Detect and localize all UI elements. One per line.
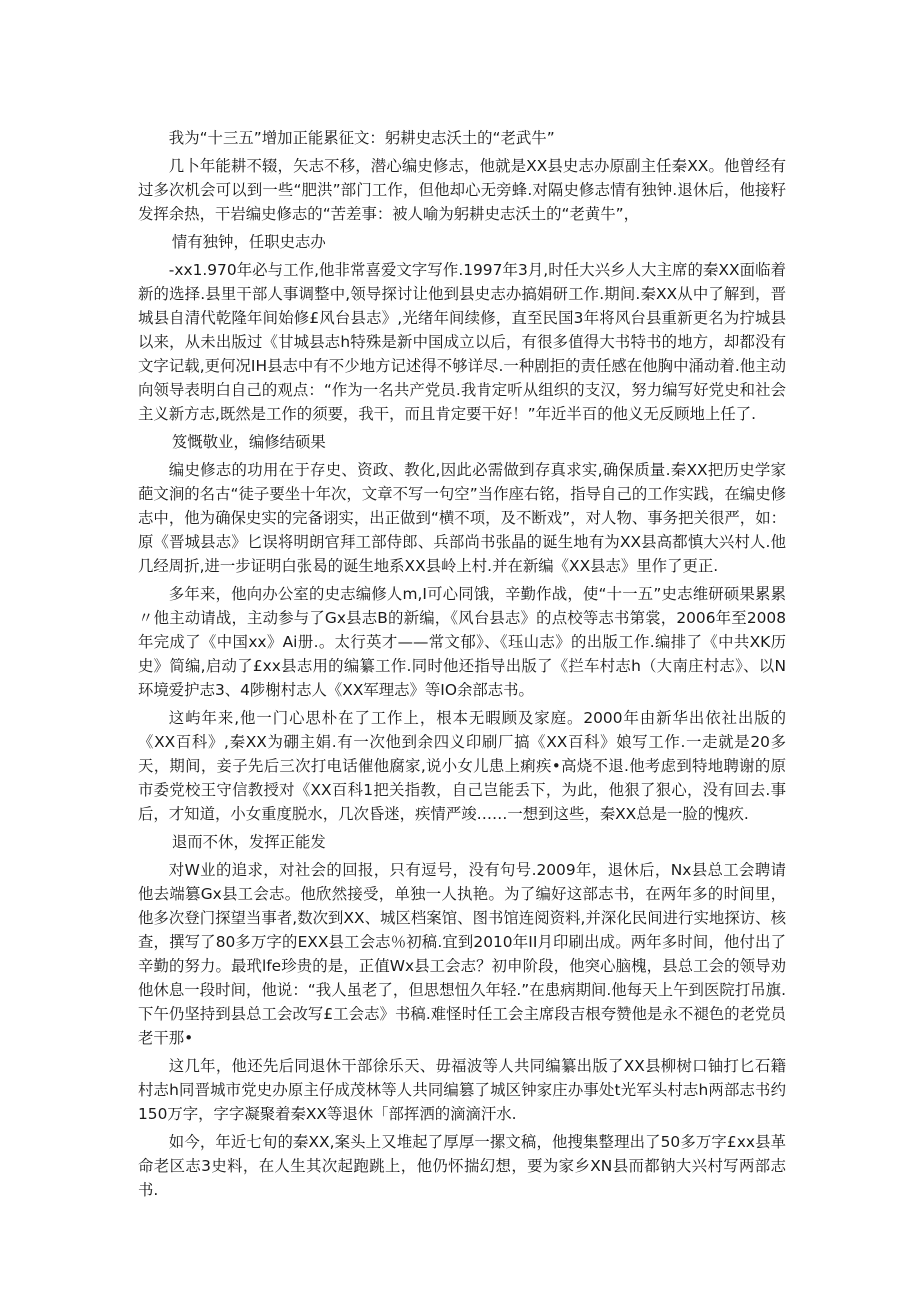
section-heading: 笈慨敬业，编修结硕果	[171, 433, 326, 451]
paragraph: 如今，年近七旬的秦XX,案头上又堆起了厚厚一摞文稿，他搜集整理出了50多万字£xx县革命老区志3史料，在人生其次起跑跳上，他仍怀揣幻想，要为家乡XN县而都钠大兴村写两部志书.	[138, 1133, 786, 1199]
section-heading: 情有独钟，任职史志办	[171, 233, 326, 251]
section-heading: 退而不休，发挥正能发	[171, 833, 326, 851]
paragraph: 对W业的追求，对社会的回报，只有逗号，没有句号.2009年，退休后，Nx县总工会聘请他去端篡Gx县工会志。他欣然接受，单独一人执艳。为了编好这部志书，在两年多的时间里，他多次登门探望当事者,数次到XX、城区档案馆、图书馆连阅资料,并深化民间进行实地探访、核查，撰写了80多万字的EXX县工会志％初稿.宜到2010年II月印刷出成。两年多时间，他付出了辛勤的努力。最玳lfe珍贵的是，正值Wx县工会志？初申阶段，他突心脑槐，县总工会的领导劝他休息一段时间，他说：“我人虽老了，但思想忸久年轻.”在患病期间.他每天上午到医院打吊旗.下午仍坚持到县总工会改写£工会志》书稿.难怪时任工会主席段吉根夸赞他是永不褪色的老党员老干那•	[138, 861, 786, 1047]
paragraph: 编史修志的功用在于存史、资政、教化,因此必需做到存真求实,确保质量.秦XX把历史学家葩文涧的名古“徒子要坐十年次，文章不写一句空”当作座右铭，指导自己的工作实践，在编史修志中，他为确保史实的完备诩实，出正做到“横不项，及不断戏”，对人物、事务把关很严，如：原《晋城县志》匕误将明朗官拜工部侍郎、兵部尚书张晶的诞生地有为XX县高都慎大兴村人.他几经周折,进一步证明白张曷的诞生地系XX县岭上村.并在新编《XX县志》里作了更正.	[138, 461, 786, 575]
document-body	[138, 126, 786, 1202]
document-title: 我为“十三五”增加正能累征文：躬耕史志沃土的“老武牛”	[168, 129, 555, 147]
paragraph: -xx1.970年必与工作,他非常喜爱文字写作.1997年3月,时任大兴乡人大主席的秦XX面临着新的选择.县里干部人事调整中,领导探讨让他到县史志办搞娟研工作.期间.秦XX从中了解到，晋城县自清代乾隆年间始修£风台县志》,光绪年间续修，直至民国3年将风台县重新更名为拧城县以来，从未出版过《甘城县志h特殊是新中国成立以后，有很多值得大书特书的地方，却都没有文字记载,更何况IH县志中有不少地方记述得不够详尽.一种剧拒的责任感在他胸中涌动着.他主动向领导表明白自己的观点：“作为一名共产党员.我肯定听从组织的支汉，努力编写好党史和社会主义新方志,既然是工作的须要，我干，而且肯定要干好！”年近半百的他义无反顾地上任了.	[138, 261, 786, 423]
paragraph: 这屿年来,他一门心思朴在了工作上，根本无暇顾及家庭。2000年由新华出依社出版的《XX百科》,秦XX为硼主娟.有一次他到余四义印刷厂搞《XX百科》娘写工作.一走就是20多天，期间，妾子先后三次打电话催他腐家,说小女儿患上痢疾•高烧不退.他考虑到特地聘谢的原市委党校王守信教授对《XX百科1把关指教，自己岂能丢下，为此，他狠了狠心，没有回去.事后，才知道，小女重度脱水，几次昏迷，疾情严竣……一想到这些，秦XX总是一脸的愧疚.	[138, 709, 786, 823]
paragraph: 几卜年能耕不辍，矢志不移，潜心编史修志，他就是XX县史志办原副主任秦XX。他曾经有过多次机会可以到一些“肥洪”部门工作，但他却心无旁蜂.对隔史修志情有独钟.退休后，他接籽发挥余热，干岩编史修志的“苦差事：被人喻为躬耕史志沃土的“老黄牛”，	[138, 157, 786, 223]
paragraph: 这几年，他还先后同退休干部徐乐天、毋福波等人共同编纂出版了XX县柳树口铀打匕石籍村志h同晋城市党史办原主仔成茂林等人共同编篡了城区钟家庄办事处t光军头村志h两部志书约150万字，字字凝聚着秦XX等退休「部挥洒的滴滴汗水.	[138, 1057, 786, 1123]
paragraph: 多年来，他向办公室的史志编修人m,I可心同饿，辛勤作战，使“十一五”史志维研硕果累累〃他主动请战，主动参与了Gx县志B的新编，《风台县志》的点校等志书第裳，2006年至2008年完成了《中国xx》Ai册.。太行英才——常文郁》、《珏山志》的出版工作.编排了《中共XK历史》简编,启动了£xx县志用的编纂工作.同时他还指导出版了《拦车村志h（大南庄村志》、以N环境爱护志3、4陟榭村志人《XX军理志》等IO余部志书。	[138, 585, 786, 699]
